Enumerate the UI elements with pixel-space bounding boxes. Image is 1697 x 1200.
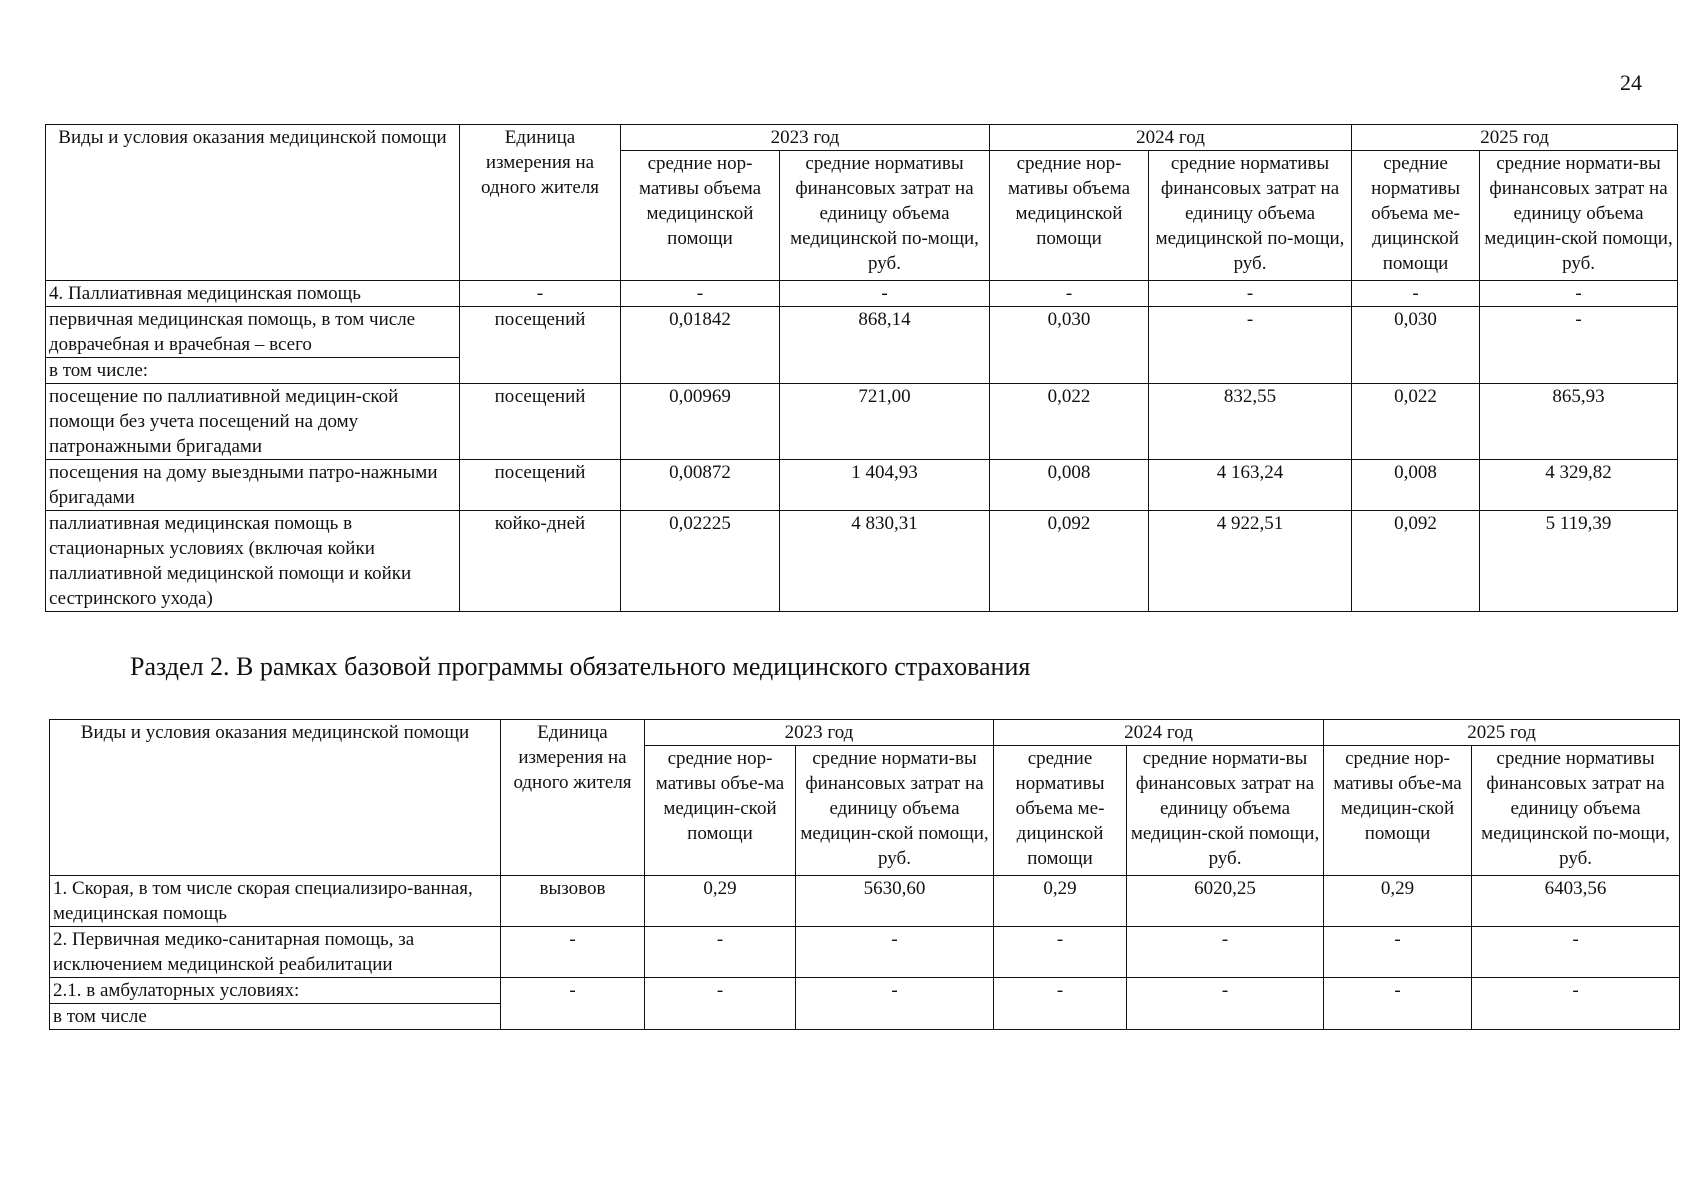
cell-value: - — [1149, 307, 1352, 384]
cell-value: 0,00969 — [621, 384, 780, 460]
row-unit: - — [460, 281, 621, 307]
table-row — [46, 511, 1678, 612]
row-label: посещения на дому выездными патро-нажными бригадами — [46, 460, 460, 511]
cell-value: 0,29 — [1324, 876, 1472, 927]
cell-value: 832,55 — [1149, 384, 1352, 460]
row-unit: - — [501, 978, 645, 1030]
cell-value: 0,092 — [990, 511, 1149, 612]
cell-value: - — [1127, 927, 1324, 978]
cell-value: - — [796, 978, 994, 1030]
cell-value: 0,030 — [990, 307, 1149, 384]
table-oms-basic-program — [49, 719, 1680, 1030]
row-unit: посещений — [460, 307, 621, 384]
subheader: средние нормативы объема ме-дицинской помощи — [994, 746, 1127, 876]
row-unit: посещений — [460, 384, 621, 460]
cell-value: - — [1324, 978, 1472, 1030]
subheader: средние нор-мативы объе-ма медицин-ской помощи — [1324, 746, 1472, 876]
cell-value: - — [621, 281, 780, 307]
cell-value: - — [1480, 307, 1678, 384]
cell-value: 6020,25 — [1127, 876, 1324, 927]
cell-value: 5630,60 — [796, 876, 994, 927]
cell-value: - — [1149, 281, 1352, 307]
cell-value: 0,092 — [1352, 511, 1480, 612]
subheader: средние нормати-вы финансовых затрат на единицу объема медицин-ской помощи, руб. — [1127, 746, 1324, 876]
subheader: средние нормативы финансовых затрат на единицу объема медицинской по-мощи, руб. — [1149, 151, 1352, 281]
cell-value: - — [1352, 281, 1480, 307]
row-label: 2. Первичная медико-санитарная помощь, за исключением медицинской реабилитации — [50, 927, 501, 978]
subheader: средние нор-мативы объема медицинской помощи — [990, 151, 1149, 281]
subheader: средние нор-мативы объема медицинской помощи — [621, 151, 780, 281]
cell-value: 721,00 — [780, 384, 990, 460]
cell-value: - — [990, 281, 1149, 307]
header-kinds: Виды и условия оказания медицинской помощи — [46, 125, 460, 281]
table-row — [46, 460, 1678, 511]
cell-value: - — [994, 927, 1127, 978]
cell-value: 5 119,39 — [1480, 511, 1678, 612]
table-row — [50, 978, 1680, 1004]
cell-value: 0,030 — [1352, 307, 1480, 384]
cell-value: 4 163,24 — [1149, 460, 1352, 511]
cell-value: - — [1472, 978, 1680, 1030]
cell-value: 4 830,31 — [780, 511, 990, 612]
cell-value: 4 922,51 — [1149, 511, 1352, 612]
row-label: 2.1. в амбулаторных условиях: — [50, 978, 501, 1004]
header-unit: Единица измерения на одного жителя — [460, 125, 621, 281]
subheader: средние нормативы финансовых затрат на единицу объема медицинской по-мощи, руб. — [1472, 746, 1680, 876]
row-unit: посещений — [460, 460, 621, 511]
table-row — [50, 927, 1680, 978]
table-palliative-care — [45, 124, 1678, 612]
cell-value: - — [1324, 927, 1472, 978]
cell-value: 0,022 — [1352, 384, 1480, 460]
cell-value: 0,02225 — [621, 511, 780, 612]
cell-value: - — [1480, 281, 1678, 307]
header-kinds: Виды и условия оказания медицинской помощи — [50, 720, 501, 876]
table-row — [46, 307, 1678, 358]
cell-value: - — [796, 927, 994, 978]
section-title: Раздел 2. В рамках базовой программы обязательного медицинского страхования — [130, 652, 1031, 681]
cell-value: 0,008 — [990, 460, 1149, 511]
page-number: 24 — [1620, 70, 1642, 95]
cell-value: 1 404,93 — [780, 460, 990, 511]
row-label: 4. Паллиативная медицинская помощь — [46, 281, 460, 307]
cell-value: - — [780, 281, 990, 307]
header-year-2023: 2023 год — [621, 125, 990, 151]
header-year-2024: 2024 год — [990, 125, 1352, 151]
header-year-2024: 2024 год — [994, 720, 1324, 746]
table-row — [46, 384, 1678, 460]
subheader: средние нор-мативы объе-ма медицин-ской помощи — [645, 746, 796, 876]
row-label: в том числе — [50, 1004, 501, 1030]
row-label: паллиативная медицинская помощь в стационарных условиях (включая койки паллиативной медицинской помощи и койки сестринского ухода) — [46, 511, 460, 612]
cell-value: 4 329,82 — [1480, 460, 1678, 511]
row-label: посещение по паллиативной медицин-ской помощи без учета посещений на дому патронажными бригадами — [46, 384, 460, 460]
cell-value: 0,00872 — [621, 460, 780, 511]
cell-value: 0,022 — [990, 384, 1149, 460]
subheader: средние нормати-вы финансовых затрат на единицу объема медицин-ской помощи, руб. — [1480, 151, 1678, 281]
cell-value: 0,29 — [645, 876, 796, 927]
cell-value: - — [645, 978, 796, 1030]
row-label: 1. Скорая, в том числе скорая специализиро-ванная, медицинская помощь — [50, 876, 501, 927]
row-unit: - — [501, 927, 645, 978]
row-label: первичная медицинская помощь, в том числе доврачебная и врачебная – всего — [46, 307, 460, 358]
cell-value: 0,008 — [1352, 460, 1480, 511]
header-year-2025: 2025 год — [1324, 720, 1680, 746]
cell-value: 0,01842 — [621, 307, 780, 384]
cell-value: 6403,56 — [1472, 876, 1680, 927]
cell-value: 865,93 — [1480, 384, 1678, 460]
table-row — [50, 876, 1680, 927]
cell-value: 0,29 — [994, 876, 1127, 927]
header-year-2025: 2025 год — [1352, 125, 1678, 151]
cell-value: - — [645, 927, 796, 978]
header-year-2023: 2023 год — [645, 720, 994, 746]
table-row — [46, 281, 1678, 307]
row-unit: койко-дней — [460, 511, 621, 612]
cell-value: - — [1127, 978, 1324, 1030]
subheader: средние нормативы объема ме-дицинской помощи — [1352, 151, 1480, 281]
subheader: средние нормати-вы финансовых затрат на единицу объема медицин-ской помощи, руб. — [796, 746, 994, 876]
row-label: в том числе: — [46, 358, 460, 384]
header-unit: Единица измерения на одного жителя — [501, 720, 645, 876]
cell-value: - — [1472, 927, 1680, 978]
subheader: средние нормативы финансовых затрат на единицу объема медицинской по-мощи, руб. — [780, 151, 990, 281]
cell-value: - — [994, 978, 1127, 1030]
row-unit: вызовов — [501, 876, 645, 927]
cell-value: 868,14 — [780, 307, 990, 384]
